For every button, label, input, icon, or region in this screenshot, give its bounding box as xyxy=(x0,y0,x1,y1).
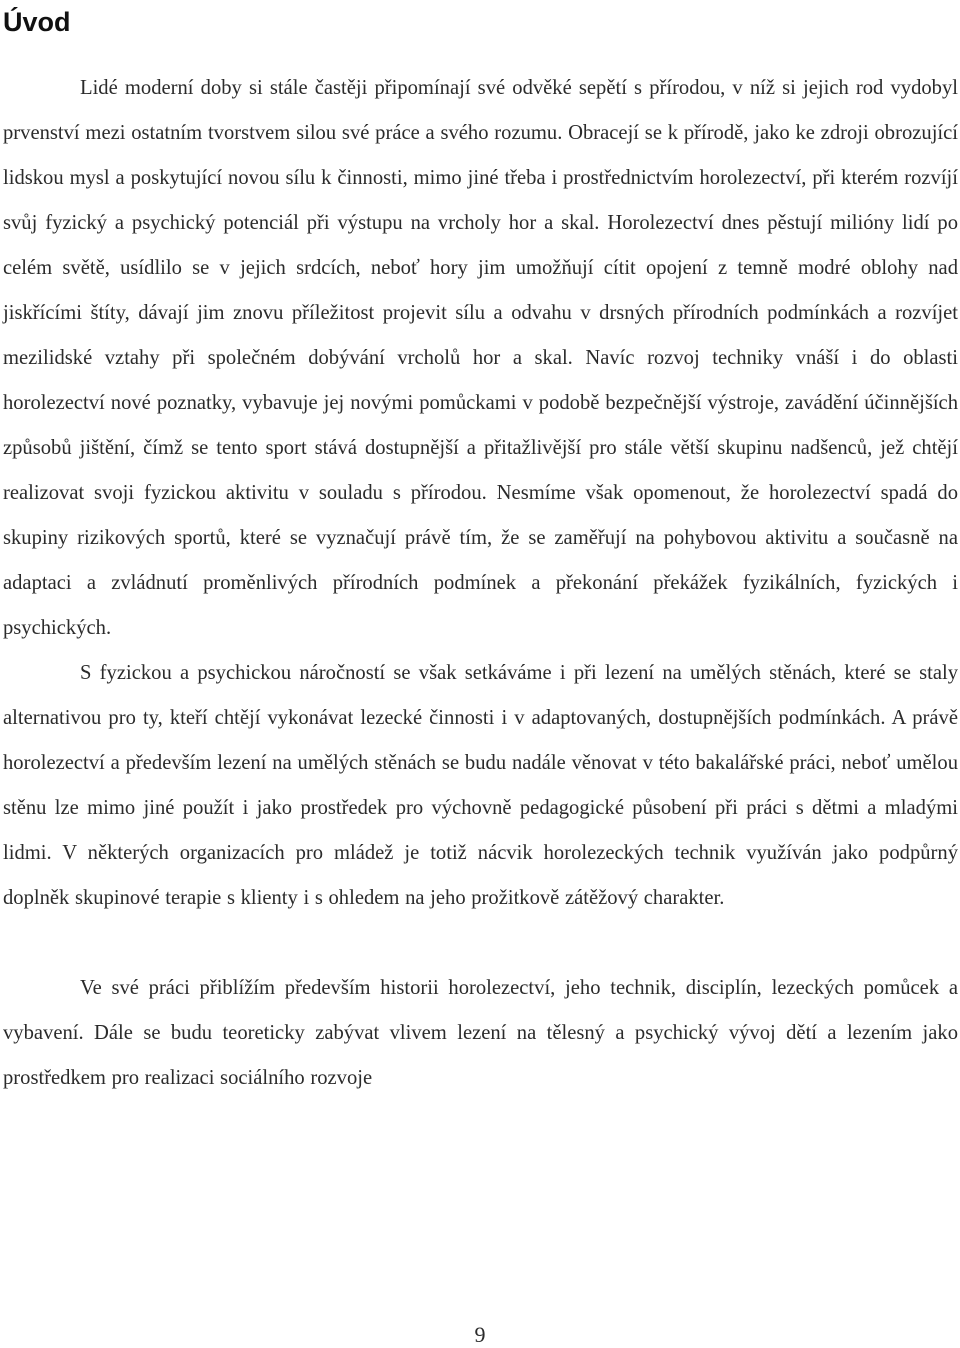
paragraph-climbing-walls: S fyzickou a psychickou náročností se však setkáváme i při lezení na umělých stěnách, které se staly alternativou pro ty, kteří chtějí vykonávat lezecké činnosti i v adaptovaných, dostupnějších podmínkách. A právě horolezectví a především lezení na umělých stěnách se budu nadále věnovat v této bakalářské práci, neboť umělou stěnu lze mimo jiné použít i jako prostředek pro výchovně pedagogické působení při práci s dětmi a mladými lidmi. V některých organizacích pro mládež je totiž nácvik horolezeckých technik využíván jako podpůrný doplněk skupinové terapie s klienty i s ohledem na jeho prožitkově zátěžový charakter. xyxy=(3,662,958,909)
paragraph-thesis-outline: Ve své práci přiblížím především historii horolezectví, jeho technik, disciplín, lezeckých pomůcek a vybavení. Dále se budu teoreticky zabývat vlivem lezení na tělesný a psychický vývoj dětí a lezením jako prostředkem pro realizaci sociálního rozvoje xyxy=(3,977,958,1089)
section-heading: Úvod xyxy=(3,7,71,37)
paragraph-intro: Lidé moderní doby si stále častěji připomínají své odvěké sepětí s přírodou, v níž si jejich rod vydobyl prvenství mezi ostatním tvorstvem silou své práce a svého rozumu. Obracejí se k přírodě, jako ke zdroji obrozující lidskou mysl a poskytující novou sílu k činnosti, mimo jiné třeba i prostřednictvím horolezectví, při kterém rozvíjí svůj fyzický a psychický potenciál při výstupu na vrcholy hor a skal. Horolezectví dnes pěstují milióny lidí po celém světě, usídlilo se v jejich srdcích, neboť hory jim umožňují cítit opojení z temně modré oblohy nad jiskřícími štíty, dávají jim znovu příležitost projevit sílu a odvahu v drsných přírodních podmínkách a rozvíjet mezilidské vztahy při společném dobývání vrcholů hor a skal. Navíc rozvoj techniky vnáší i do oblasti horolezectví nové poznatky, vybavuje jej novými pomůckami v podobě bezpečnější výstroje, zavádění účinnějších způsobů jištění, čímž se tento sport stává dostupnější a přitažlivější pro stále větší skupinu nadšenců, jež chtějí realizovat svoji fyzickou aktivitu v souladu s přírodou. Nesmíme však opomenout, že horolezectví spadá do skupiny rizikových sportů, které se vyznačují právě tím, že se zaměřují na pohybovou aktivitu a současně na adaptaci a zvládnutí proměnlivých přírodních podmínek a překonání překážek fyzikálních, fyzických i psychických. xyxy=(3,77,958,639)
page-number: 9 xyxy=(474,1322,486,1347)
